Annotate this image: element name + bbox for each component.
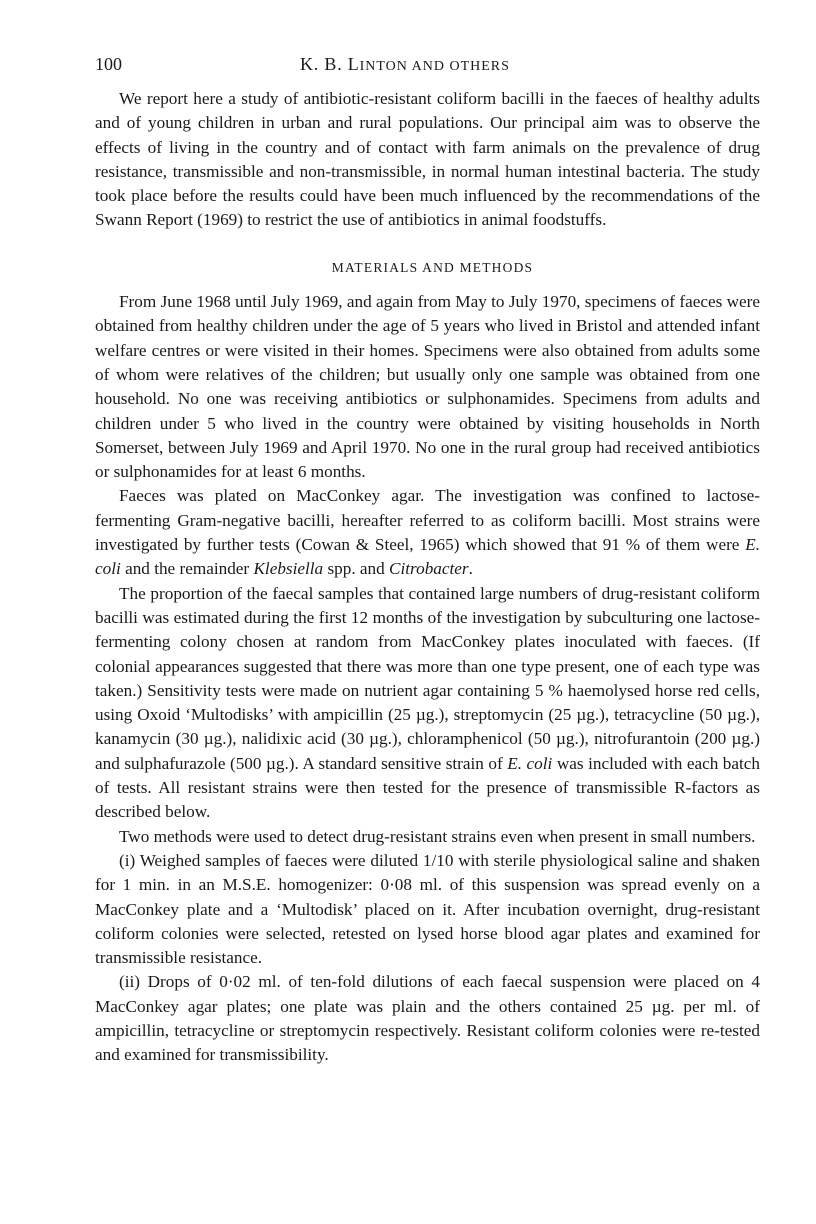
- methods-paragraph-6: (ii) Drops of 0·02 ml. of ten-fold dilutions of each faecal suspension were placed on 4 MacConkey agar plates; one plate was plain and the others contained 25 µg. per ml. of ampicillin, tetracycline or streptomycin respectively. Resistant coliform colonies were re-tested and examined for transmissibility.: [95, 972, 760, 1065]
- intro-paragraph: We report here a study of antibiotic-resistant coliform bacilli in the faeces of healthy adults and of young children in urban and rural populations. Our principal aim was to observe the effects of living in the country and of contact with farm animals on the prevalence of drug resistance, transmissible and non-transmissible, in normal human intestinal bacteria. The study took place before the results could have been much influenced by the recommendations of the Swann Report (1969) to restrict the use of antibiotics in animal foodstuffs.: [95, 89, 760, 230]
- methods-paragraph-3: [95, 582, 760, 825]
- methods-paragraph-2: [95, 484, 760, 581]
- running-head: [300, 52, 510, 79]
- p2-text-a: Faeces was plated on MacConkey agar. The investigation was confined to lactose-fermenting Gram-negative bacilli, hereafter referred to as coliform bacilli. Most strains were investigated by further tests (Cowan & Steel, 1965) which showed that 91 % of them were: [95, 486, 760, 555]
- p3-ecoli: E. coli: [507, 753, 553, 773]
- p2-citrobacter: Citrobacter: [389, 559, 469, 579]
- section-heading: MATERIALS AND METHODS: [331, 259, 534, 275]
- running-head-small-caps: INTON AND OTHERS: [359, 59, 510, 74]
- methods-paragraph-1: From June 1968 until July 1969, and again from May to July 1970, specimens of faeces were obtained from healthy children under the age of 5 years who lived in Bristol and attended infant welfare centres or were visited in their homes. Specimens were also obtained from adults some of whom were relatives of the children; but usually only one sample was obtained from one household. No one was receiving antibiotics or sulphonamides. Specimens from adults and children under 5 who lived in the country were obtained by visiting households in North Somerset, between July 1969 and April 1970. No one in the rural group had received antibiotics or sulphonamides for at least 6 months.: [95, 292, 760, 482]
- p2-ecoli: E. coli: [95, 535, 760, 579]
- page-number: 100: [95, 54, 122, 74]
- p2-klebsiella: Klebsiella: [253, 559, 324, 579]
- page-header: [95, 52, 765, 78]
- running-head-initial: K. B. L: [300, 54, 360, 74]
- p2-text-d: .: [468, 559, 473, 579]
- p3-text-a: The proportion of the faecal samples that contained large numbers of drug-resistant coliform bacilli was estimated during the first 12 months of the investigation by subculturing one lactose-fermenting colony chosen at random from MacConkey plates inoculated with faeces. (If colonial appearances suggested that there was more than one type present, one of each type was taken.) Sensitivity tests were made on nutrient agar containing 5 % haemolysed horse red cells, using Oxoid ‘Multodisks’ with ampicillin (25 µg.), streptomycin (25 µg.), tetracycline (50 µg.), kanamycin (30 µg.), nalidixic acid (30 µg.), chloramphenicol (50 µg.), nitrofurantoin (200 µg.) and sulphafurazole (500 µg.). A standard sensitive strain of: [95, 583, 760, 773]
- methods-paragraph-5: (i) Weighed samples of faeces were diluted 1/10 with sterile physiological saline and shaken for 1 min. in an M.S.E. homogenizer: 0·08 ml. of this suspension was spread evenly on a MacConkey plate and a ‘Multodisk’ placed on it. After incubation overnight, drug-resistant coliform colonies were selected, retested on lysed horse blood agar plates and examined for transmissible resistance.: [95, 850, 760, 968]
- methods-paragraph-4: Two methods were used to detect drug-resistant strains even when present in small numbers.: [119, 826, 756, 846]
- p2-text-b: and the remainder: [125, 559, 250, 579]
- p2-text-c: spp. and: [327, 559, 385, 579]
- article-body: [95, 87, 760, 1068]
- p3-text-b: was included with each batch of tests. All resistant strains were then tested for the presence of transmissible R-factors as described below.: [95, 753, 761, 822]
